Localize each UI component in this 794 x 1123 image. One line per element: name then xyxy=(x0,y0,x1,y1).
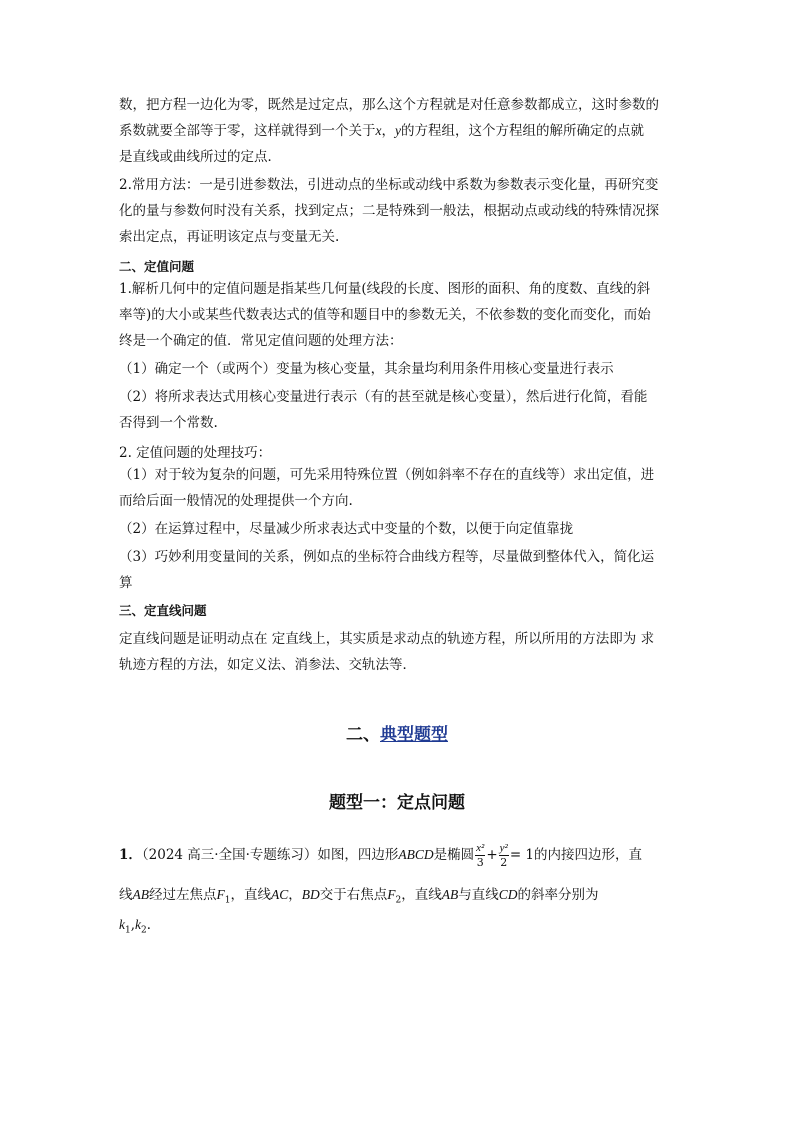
text-span: 的内接四边形，直 xyxy=(534,847,643,863)
paragraph-line: 2.常用方法：一是引进参数法，引进动点的坐标或动线中系数为参数表示变化量，再研究变 xyxy=(119,177,659,193)
text-span: ，直线 xyxy=(401,887,442,903)
line-AB: AB xyxy=(132,887,149,902)
subscript: 2 xyxy=(395,895,402,906)
focus-F2: F xyxy=(387,887,396,902)
text-span: 交于右焦点 xyxy=(319,887,388,903)
text-span: 如图，四边形 xyxy=(317,847,399,863)
subscript: 1 xyxy=(224,895,231,906)
text-span: 是椭圆 xyxy=(433,847,475,863)
text-span: 与直线 xyxy=(458,887,499,903)
text-span: ． xyxy=(146,917,161,933)
paragraph-line: （1）确定一个（或两个）变量为核心变量，其余量均利用条件用核心变量进行表示 xyxy=(119,361,614,377)
frac-den: 3 xyxy=(476,856,484,869)
variable-y: y xyxy=(395,123,401,138)
section-title xyxy=(0,720,794,745)
text-span: 系数就要全部等于零，这样就得到一个关于 xyxy=(119,123,376,139)
paragraph-line: 终是一个确定的值．常见定值问题的处理方法： xyxy=(119,333,403,349)
text-span: 的方程组，这个方程组的解所确定的点就 xyxy=(401,123,644,139)
paragraph-line: 1.解析几何中的定值问题是指某些几何量(线段的长度、图形的面积、角的度数、直线的斜 xyxy=(119,281,651,297)
problem-line-3 xyxy=(119,916,160,940)
subheading-dingzhi: 二、定值问题 xyxy=(119,259,195,274)
text-span: 的斜率分别为 xyxy=(517,887,599,903)
line-BD: BD xyxy=(301,887,320,902)
paragraph-line: 否得到一个常数. xyxy=(119,415,218,431)
frac-num: y² xyxy=(499,842,508,854)
text-span: , xyxy=(130,917,136,933)
variable-x: x xyxy=(375,123,382,138)
paragraph-line: 率等)的大小或某些代数表达式的值等和题目中的参数无关，不依参数的变化而变化，而始 xyxy=(119,307,651,323)
subscript: 1 xyxy=(125,925,131,936)
topic-title: 题型一：定点问题 xyxy=(329,793,465,813)
problem-source: （2024 高三·全国·专题练习） xyxy=(141,847,318,863)
text-span: ， xyxy=(381,123,395,139)
text-span: 经过左焦点 xyxy=(149,887,217,903)
paragraph-line: 而给后面一般情况的处理提供一个方向. xyxy=(119,493,353,509)
paragraph-line: （1）对于较为复杂的问题，可先采用特殊位置（例如斜率不存在的直线等）求出定值，进 xyxy=(119,467,655,483)
section-prefix: 二、 xyxy=(346,725,380,745)
section-link[interactable]: 典型题型 xyxy=(380,725,448,745)
paragraph-line: 化的量与参数何时没有关系，找到定点；二是特殊到一般法，根据动点或动线的特殊情况探 xyxy=(119,203,659,219)
problem-line-2 xyxy=(119,886,599,910)
text-span: ，直线 xyxy=(230,887,271,903)
paragraph-line: 轨迹方程的方法，如定义法、消参法、交轨法等． xyxy=(119,657,416,673)
paragraph-line xyxy=(119,122,644,140)
text-span: 线 xyxy=(119,887,133,903)
frac-den: 2 xyxy=(500,856,508,869)
problem-number: 1． xyxy=(119,847,142,863)
equals-one: = 1 xyxy=(509,847,535,863)
paragraph-line: 2. 定值问题的处理技巧： xyxy=(119,445,272,461)
fraction-y xyxy=(499,842,509,869)
line-AC: AC xyxy=(270,887,289,902)
text-span: ， xyxy=(288,887,302,903)
plus-sign: + xyxy=(486,847,498,863)
subheading-dingzhixian: 三、定直线问题 xyxy=(119,603,207,618)
slope-k2: k xyxy=(135,917,142,932)
focus-F1: F xyxy=(216,887,225,902)
line-CD: CD xyxy=(498,887,518,902)
paragraph-line: 算 xyxy=(119,575,133,591)
paragraph-line: （2）将所求表达式用核心变量进行表示（有的甚至就是核心变量），然后进行化简，看能 xyxy=(119,389,648,405)
slope-k1: k xyxy=(119,917,125,932)
paragraph-line: 是直线或曲线所过的定点． xyxy=(119,149,281,165)
line-AB: AB xyxy=(441,887,459,902)
problem-line-1 xyxy=(119,842,642,869)
subscript: 2 xyxy=(141,925,147,936)
paragraph-line: 数，把方程一边化为零，既然是过定点，那么这个方程就是对任意参数都成立，这时参数的 xyxy=(119,97,659,113)
paragraph-line: （2）在运算过程中，尽量减少所求表达式中变量的个数，以便于向定值靠拢 xyxy=(119,521,574,537)
fraction-x xyxy=(475,842,485,869)
frac-num: x² xyxy=(476,842,485,854)
paragraph-line: 定直线问题是证明动点在 定直线上，其实质是求动点的轨迹方程，所以所用的方法即为 求 xyxy=(119,631,655,647)
paragraph-line: 索出定点，再证明该定点与变量无关. xyxy=(119,229,340,245)
quad-label: ABCD xyxy=(398,847,434,862)
paragraph-line: （3）巧妙利用变量间的关系，例如点的坐标符合曲线方程等，尽量做到整体代入，简化运 xyxy=(119,549,655,565)
